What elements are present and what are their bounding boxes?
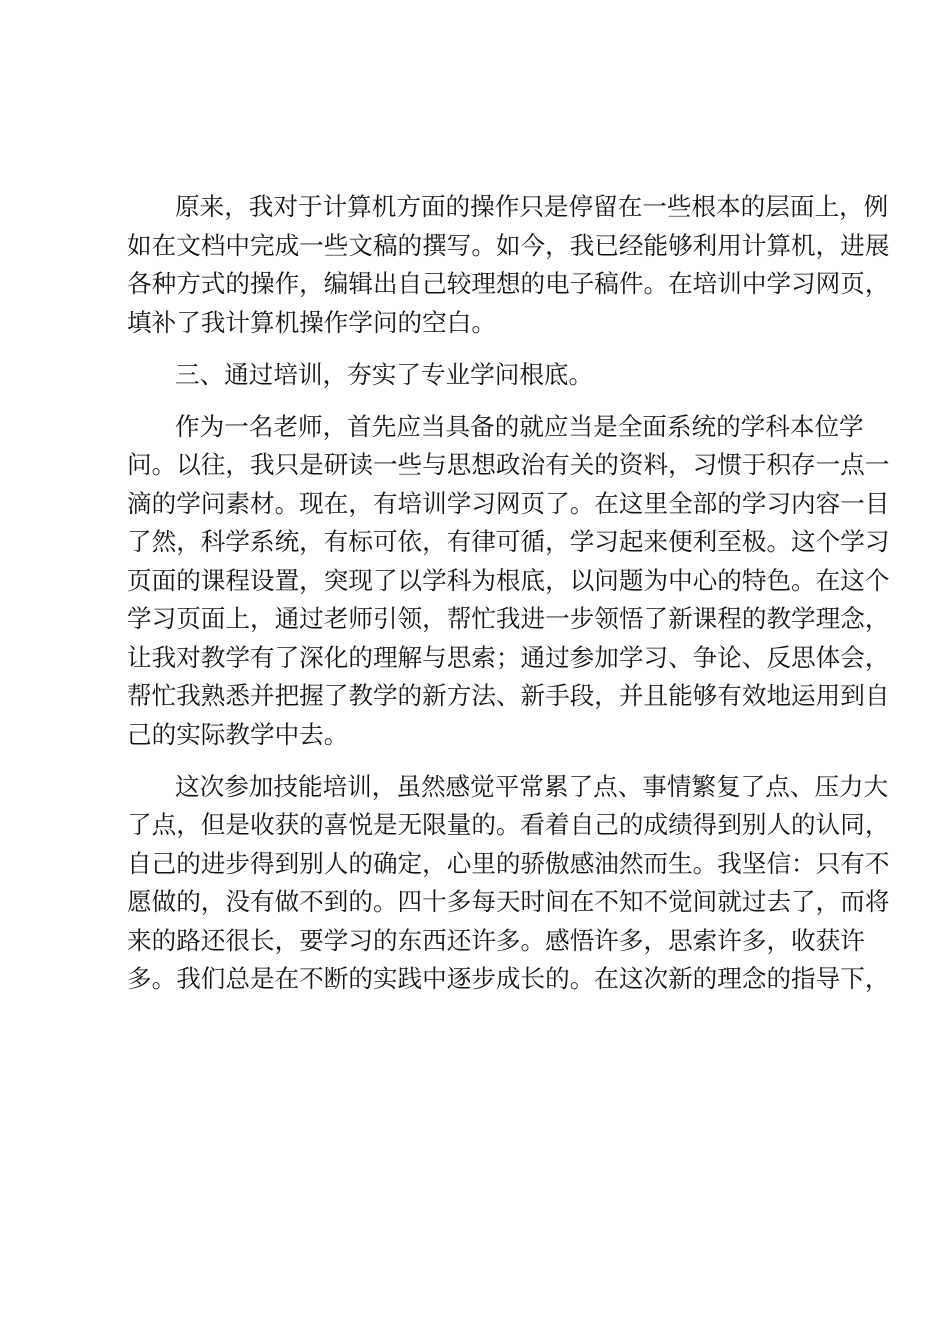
paragraph-3-line-1: 作为一名老师，首先应当具备的就应当是全面系统的学科本位学 [175,411,864,441]
section-heading-3: 三、通过培训，夯实了专业学问根底。 [175,359,594,389]
paragraph-4-line-5: 来的路还很长，要学习的东西还许多。感悟许多，思索许多，收获许 [127,925,865,955]
document-body [127,188,890,999]
paragraph-3-line-8: 帮忙我熟悉并把握了教学的新方法、新手段，并且能够有效地运用到自 [127,681,890,710]
paragraph-4-line-4: 愿做的，没有做不到的。四十多每天时间在不知不觉间就过去了，而将 [127,887,890,916]
paragraph-3-line-3: 滴的学问素材。现在，有培训学习网页了。在这里全部的学习内容一目 [127,488,890,518]
paragraph-4-line-1: 这次参加技能培训，虽然感觉平常累了点、事情繁复了点、压力大 [175,771,889,801]
paragraph-3-line-2: 问。以往，我只是研读一些与思想政治有关的资料，习惯于积存一点一 [127,450,890,479]
paragraph-4-line-6: 多。我们总是在不断的实践中逐步成长的。在这次新的理念的指导下， [127,964,890,993]
paragraph-4-line-3: 自己的进步得到别人的确定，心里的骄傲感油然而生。我坚信：只有不 [127,848,890,878]
paragraph-3-line-7: 让我对教学有了深化的理解与思索；通过参加学习、争论、反思体会， [127,642,890,672]
paragraph-gap [127,342,833,356]
paragraph-1-line-3: 各种方式的操作，编辑出自己较理想的电子稿件。在培训中学习网页， [127,269,890,298]
paragraph-gap [127,394,833,408]
paragraph-3-line-6: 学习页面上，通过老师引领，帮忙我进一步领悟了新课程的教学理念， [127,604,890,633]
paragraph-1-line-1: 原来，我对于计算机方面的操作只是停留在一些根本的层面上，例 [175,192,889,221]
paragraph-3-line-9: 己的实际教学中去。 [127,719,349,749]
paragraph-1-line-4: 填补了我计算机操作学问的空白。 [127,307,496,337]
paragraph-3-line-4: 了然，科学系统，有标可依，有律可循，学习起来便利至极。这个学习 [127,527,890,556]
paragraph-3-line-5: 页面的课程设置，突现了以学科为根底，以问题为中心的特色。在这个 [127,565,890,595]
paragraph-1-line-2: 如在文档中完成一些文稿的撰写。如今，我已经能够利用计算机，进展 [127,230,890,260]
paragraph-gap [127,754,833,768]
paragraph-4-line-2: 了点，但是收获的喜悦是无限量的。看着自己的成绩得到别人的认同， [127,810,890,839]
